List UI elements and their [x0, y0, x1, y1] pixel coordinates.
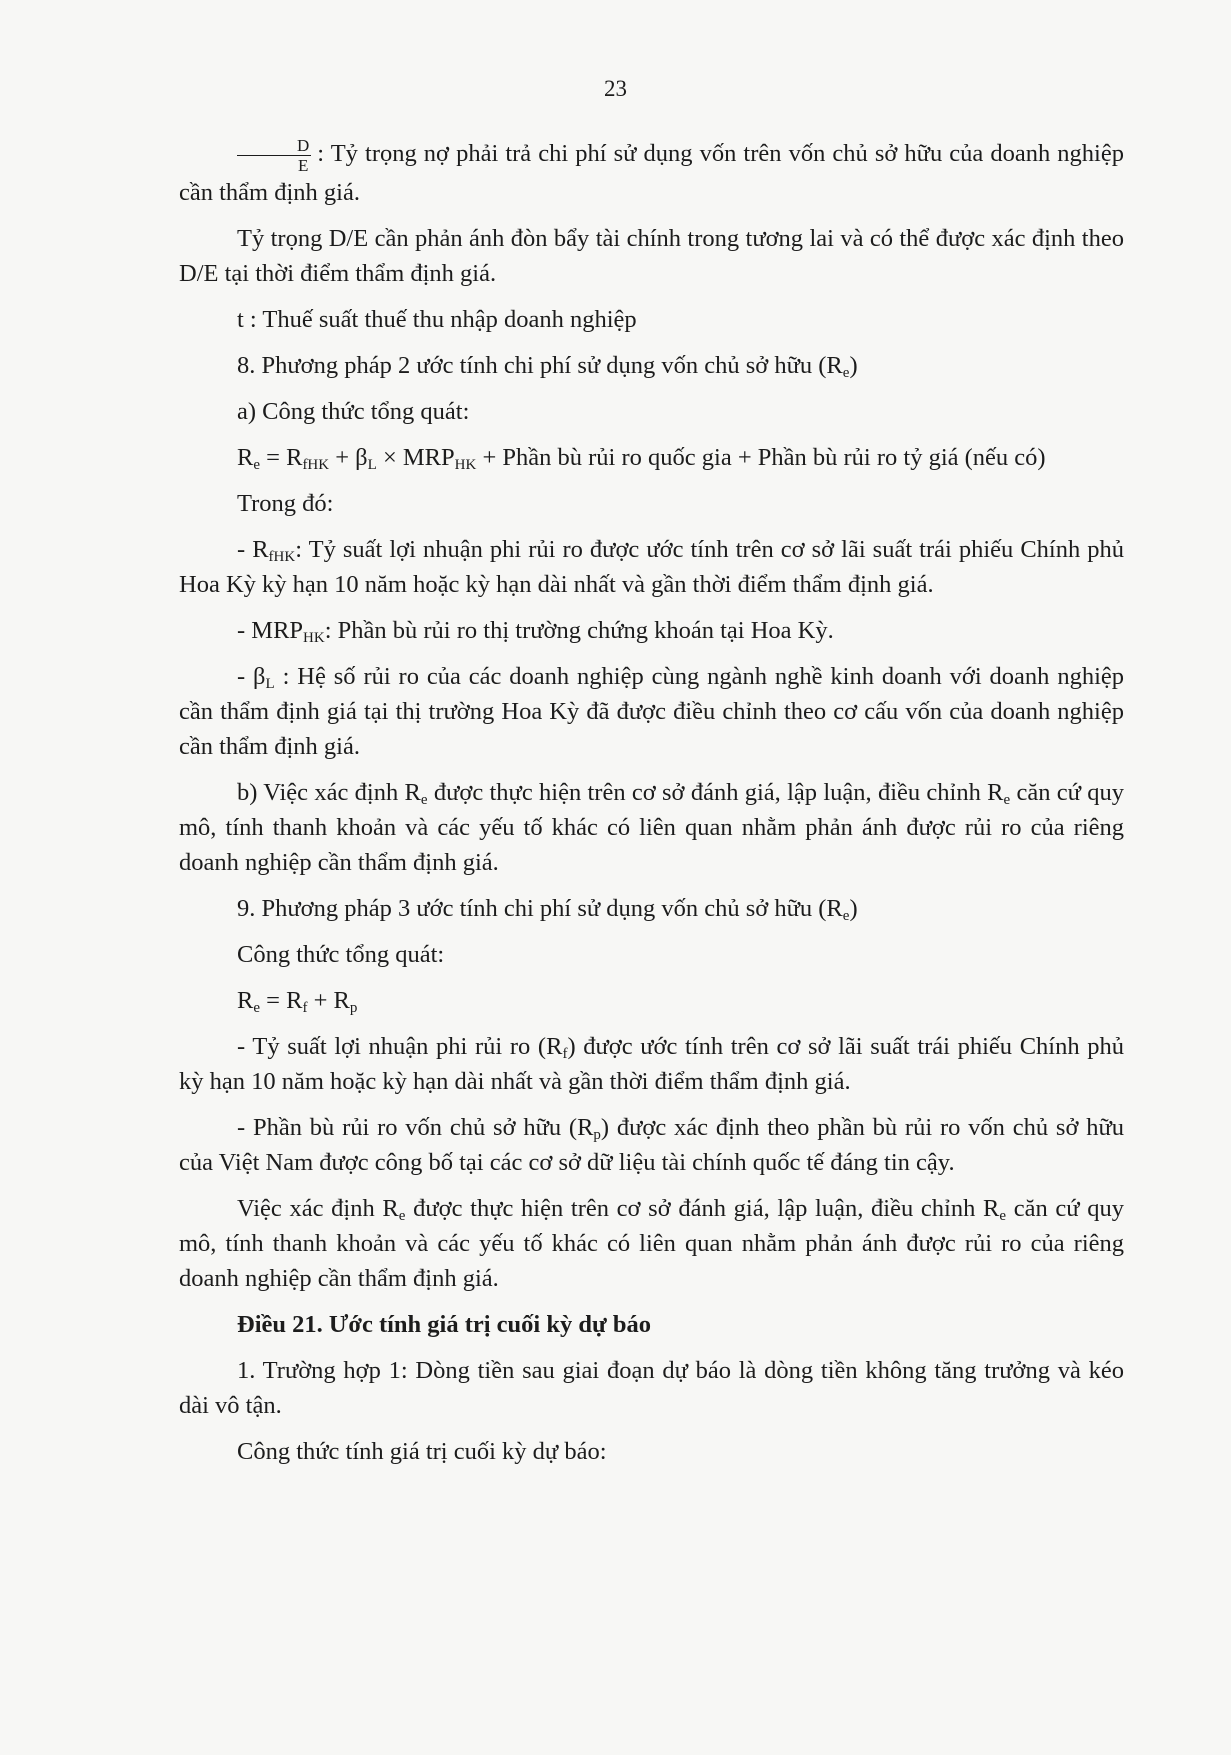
beta-item: - $\beta_L$ : Hệ số rủi ro của các doanh nghiệp cùng ngành nghề kinh doanh với doanh nghiệp cần thẩm định giá tại thị trường Hoa Kỳ đã được điều chỉnh theo cơ cấu vốn của doanh nghiệp cần thẩm định giá. — [179, 663, 1124, 760]
de-note: Tỷ trọng D/E cần phản ánh đòn bẩy tài chính trong tương lai và có thể được xác định theo D/E tại thời điểm thẩm định giá. — [179, 225, 1124, 287]
de-description: : Tỷ trọng nợ phải trả chi phí sử dụng vốn trên vốn chủ sở hữu của doanh nghiệp cần thẩm định giá. — [179, 140, 1124, 206]
equity-risk-premium-item-9: - Phần bù rủi ro vốn chủ sở hữu $(R_p)$ được xác định theo phần bù rủi ro vốn chủ sở hữu của Việt Nam được công bố tại các cơ sở dữ liệu tài chính quốc tế đáng tin cậy. — [179, 1114, 1124, 1176]
method-2-heading: 8. Phương pháp 2 ước tính chi phí sử dụng vốn chủ sở hữu $(R_e)$ — [237, 352, 858, 381]
general-formula-label-9: Công thức tổng quát: — [237, 941, 445, 968]
case-1-paragraph: 1. Trường hợp 1: Dòng tiền sau giai đoạn dự báo là dòng tiền không tăng trưởng và kéo dài vô tận. — [179, 1357, 1124, 1419]
tax-rate-definition: t : Thuế suất thuế thu nhập doanh nghiệp — [237, 306, 637, 333]
article-21-heading: Điều 21. Ước tính giá trị cuối kỳ dự báo — [237, 1311, 651, 1338]
page-number: 23 — [604, 76, 627, 101]
de-numerator: D — [237, 136, 311, 156]
de-fraction — [237, 136, 311, 175]
method-3-adjustment: Việc xác định $R_e$ được thực hiện trên cơ sở đánh giá, lập luận, điều chỉnh $R_e$ căn cứ quy mô, tính thanh khoản và các yếu tố khác có liên quan nhằm phản ánh được rủi ro của riêng doanh nghiệp cần thẩm định giá. — [179, 1195, 1124, 1292]
risk-free-rate-item-9: - Tỷ suất lợi nhuận phi rủi ro $(R_f)$ được ước tính trên cơ sở lãi suất trái phiếu Chính phủ kỳ hạn 10 năm hoặc kỳ hạn dài nhất và gần thời điểm thẩm định giá. — [179, 1033, 1124, 1095]
method-2-adjustment: b) Việc xác định $R_e$ được thực hiện trên cơ sở đánh giá, lập luận, điều chỉnh $R_e$ căn cứ quy mô, tính thanh khoản và các yếu tố khác có liên quan nhằm phản ánh được rủi ro của riêng doanh nghiệp cần thẩm định giá. — [179, 779, 1124, 876]
de-definition — [179, 136, 1124, 210]
method-3-heading: 9. Phương pháp 3 ước tính chi phí sử dụng vốn chủ sở hữu $(R_e)$ — [237, 895, 858, 924]
where-label: Trong đó: — [237, 490, 334, 517]
method-3-formula: $R_e = R_f + R_p$ — [237, 987, 358, 1016]
risk-free-rate-item: - $R_{fHK}$: Tỷ suất lợi nhuận phi rủi ro được ước tính trên cơ sở lãi suất trái phiếu Chính phủ Hoa Kỳ kỳ hạn 10 năm hoặc kỳ hạn dài nhất và gần thời điểm thẩm định giá. — [179, 536, 1125, 598]
de-denominator: E — [297, 156, 309, 175]
page-content — [179, 136, 1124, 1469]
method-2-formula: $R_e = R_{fHK} + \beta_L \times MRP_{HK}$ + Phần bù rủi ro quốc gia + Phần bù rủi ro tỷ giá (nếu có) — [237, 444, 1046, 473]
final-value-formula-label: Công thức tính giá trị cuối kỳ dự báo: — [237, 1438, 607, 1465]
market-risk-premium-item: - $MRP_{HK}$: Phần bù rủi ro thị trường chứng khoán tại Hoa Kỳ. — [237, 617, 834, 646]
general-formula-label: a) Công thức tổng quát: — [237, 398, 470, 425]
